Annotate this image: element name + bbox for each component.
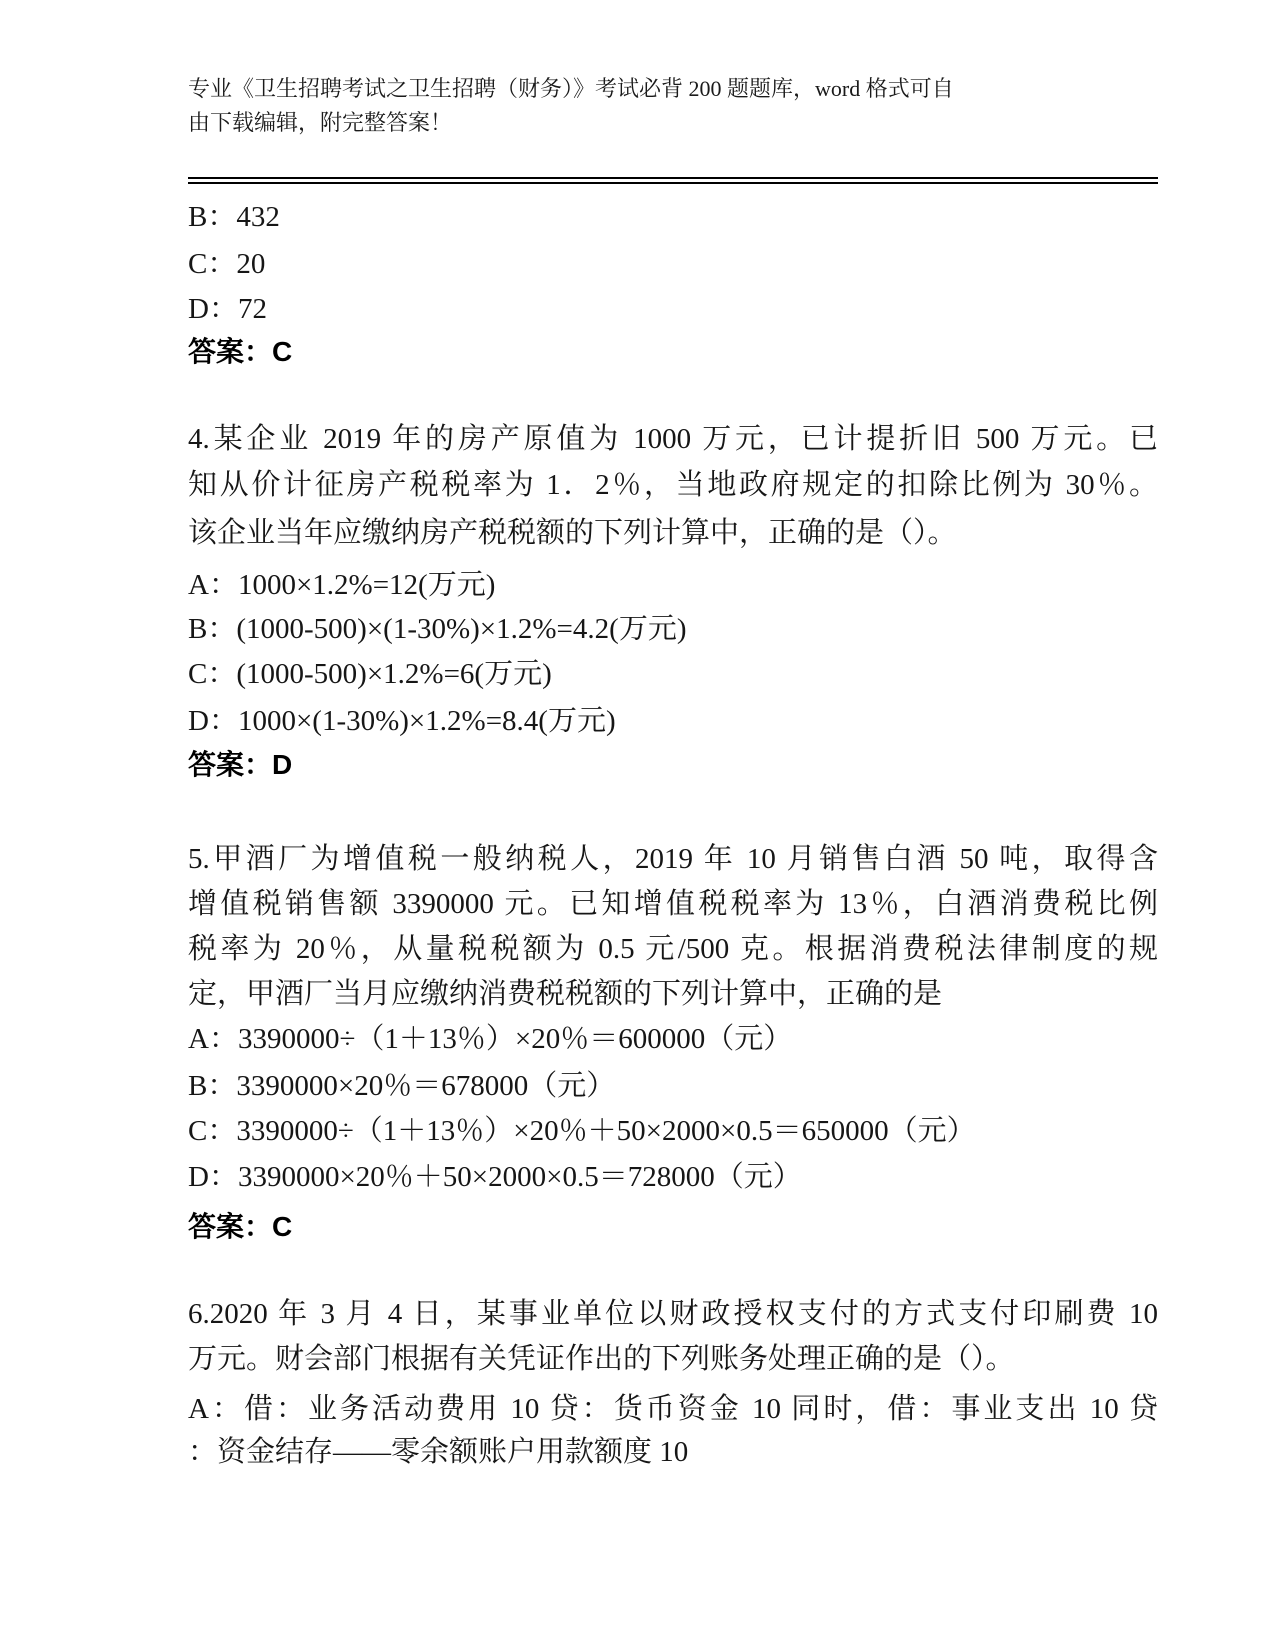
q6-option-a-line-2: ：资金结存——零余额账户用款额度 10	[188, 1436, 689, 1468]
q4-stem-line-2: 知从价计征房产税税率为 1．2％，当地政府规定的扣除比例为 30％。	[188, 469, 1158, 501]
q5-answer: 答案：C	[188, 1211, 293, 1242]
q5-stem-line-1: 5.甲酒厂为增值税一般纳税人，2019 年 10 月销售白酒 50 吨，取得含	[188, 843, 1158, 875]
q6-stem-line-1: 6.2020 年 3 月 4 日，某事业单位以财政授权支付的方式支付印刷费 10	[188, 1298, 1158, 1330]
q4-stem-line-3: 该企业当年应缴纳房产税税额的下列计算中，正确的是（）。	[188, 517, 957, 549]
q5-option-d: D：3390000×20％＋50×2000×0.5＝728000（元）	[188, 1161, 802, 1193]
q4-option-a: A：1000×1.2%=12(万元)	[188, 569, 496, 601]
q5-stem-line-4: 定，甲酒厂当月应缴纳消费税税额的下列计算中，正确的是	[188, 978, 943, 1010]
page-content	[188, 0, 1158, 1650]
q4-answer: 答案：D	[188, 749, 293, 780]
q3-option-c: C：20	[188, 248, 266, 280]
q5-option-c: C：3390000÷（1＋13％）×20％＋50×2000×0.5＝650000（元）	[188, 1115, 976, 1147]
q5-option-b: B：3390000×20％＝678000（元）	[188, 1070, 616, 1102]
q5-stem-line-2: 增值税销售额 3390000 元。已知增值税税率为 13％，白酒消费税比例	[188, 888, 1158, 920]
q3-option-b: B：432	[188, 201, 280, 233]
q4-option-d: D：1000×(1-30%)×1.2%=8.4(万元)	[188, 705, 616, 737]
q4-stem-line-1: 4.某企业 2019 年的房产原值为 1000 万元，已计提折旧 500 万元。已	[188, 423, 1158, 455]
q4-option-b: B：(1000-500)×(1-30%)×1.2%=4.2(万元)	[188, 613, 687, 645]
q5-stem-line-3: 税率为 20％，从量税税额为 0.5 元/500 克。根据消费税法律制度的规	[188, 933, 1158, 965]
q3-answer: 答案：C	[188, 336, 293, 367]
q5-option-a: A：3390000÷（1＋13％）×20％＝600000（元）	[188, 1023, 793, 1055]
header-line-1: 专业《卫生招聘考试之卫生招聘（财务）》考试必背 200 题题库，word 格式可自	[188, 76, 954, 101]
header-line-2: 由下载编辑，附完整答案！	[188, 110, 453, 135]
q4-option-c: C：(1000-500)×1.2%=6(万元)	[188, 658, 552, 690]
q6-option-a-line-1: A：借：业务活动费用 10 贷：货币资金 10 同时，借：事业支出 10 贷	[188, 1393, 1158, 1425]
q3-option-d: D：72	[188, 293, 267, 325]
q6-stem-line-2: 万元。财会部门根据有关凭证作出的下列账务处理正确的是（）。	[188, 1343, 1015, 1375]
header-divider-rule	[188, 177, 1158, 184]
